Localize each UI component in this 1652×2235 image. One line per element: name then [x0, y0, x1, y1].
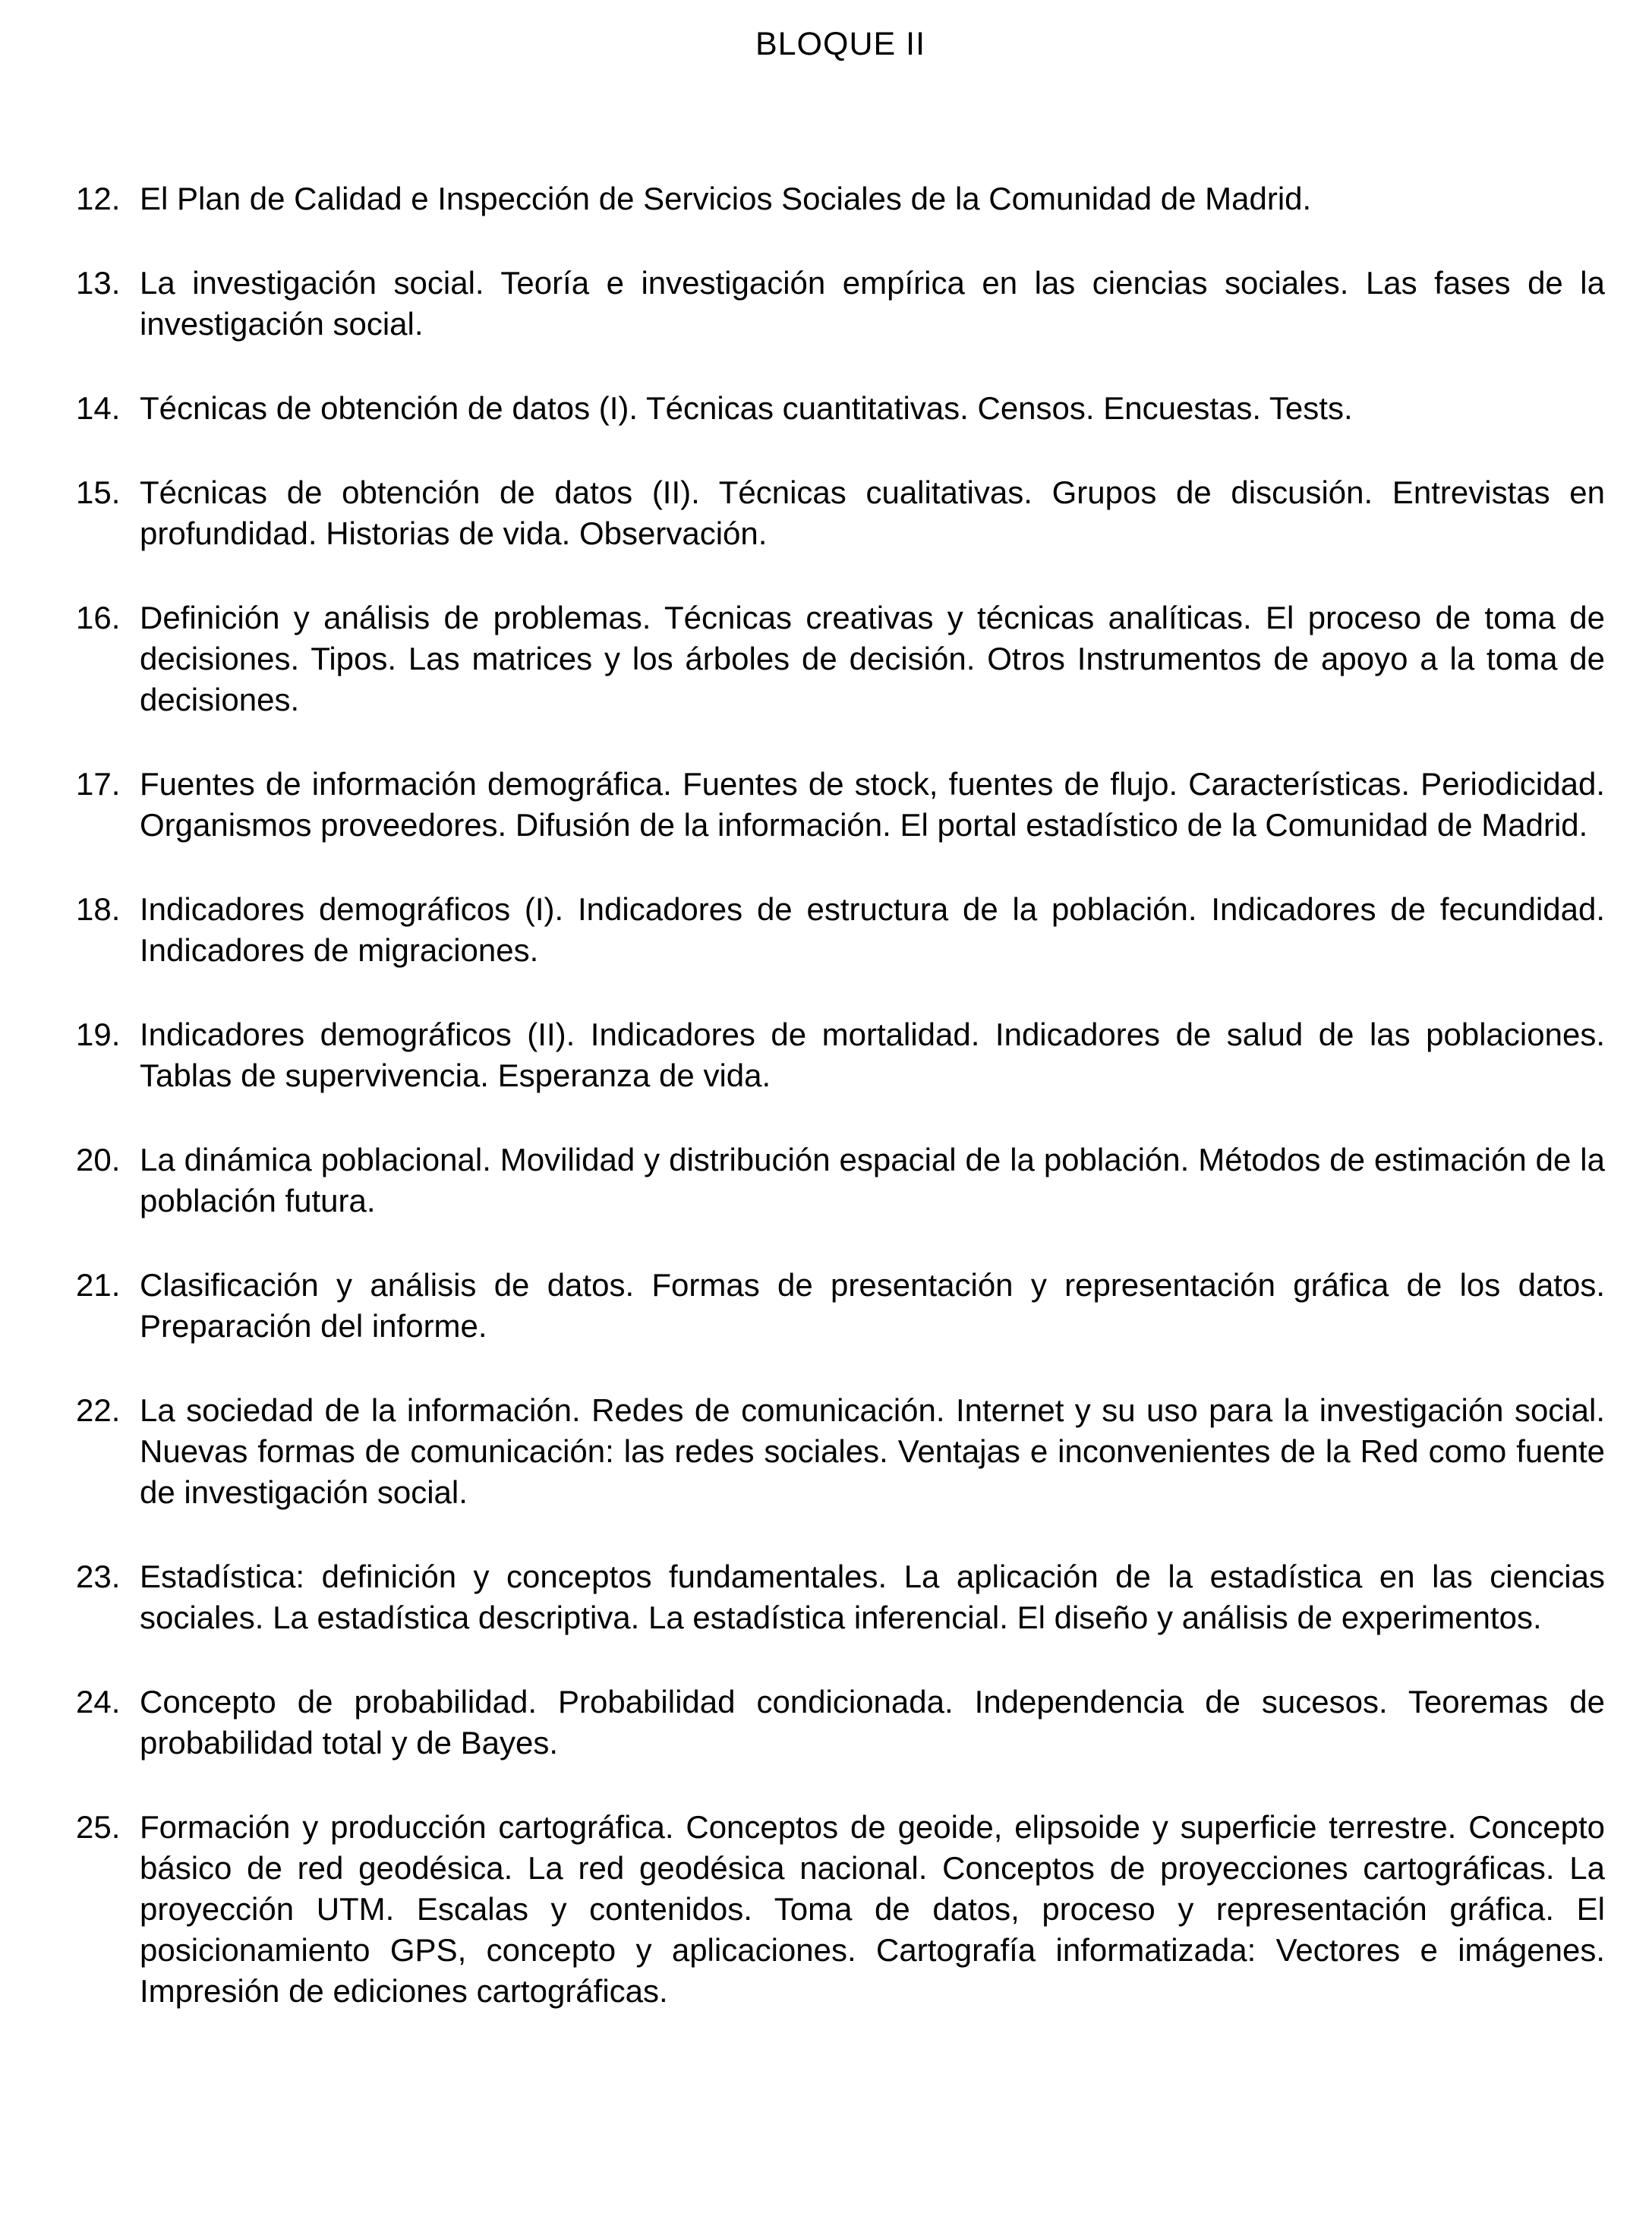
- item-number: 17.: [76, 766, 121, 802]
- item-text: Técnicas de obtención de datos (II). Técnicas cualitativas. Grupos de discusión. Entrevistas en profundidad. Historias de vida. Observación.: [140, 474, 1605, 551]
- topic-list: [76, 178, 1605, 2012]
- item-text: Indicadores demográficos (I). Indicadores de estructura de la población. Indicadores de fecundidad. Indicadores de migraciones.: [140, 891, 1605, 968]
- list-item: [76, 1140, 1605, 1222]
- item-text: La investigación social. Teoría e investigación empírica en las ciencias sociales. Las fases de la investigación social.: [140, 265, 1605, 342]
- item-text: Fuentes de información demográfica. Fuentes de stock, fuentes de flujo. Características. Periodicidad. Organismos proveedores. Difusión de la información. El portal estadístico de la Comunidad de Madrid.: [140, 766, 1605, 843]
- item-text: Estadística: definición y conceptos fundamentales. La aplicación de la estadística en las ciencias sociales. La estadística descriptiva. La estadística inferencial. El diseño y análisis de experimentos.: [140, 1559, 1605, 1635]
- item-number: 22.: [76, 1392, 121, 1428]
- item-number: 21.: [76, 1267, 121, 1303]
- list-item: [76, 889, 1605, 971]
- item-text: La sociedad de la información. Redes de comunicación. Internet y su uso para la investigación social. Nuevas formas de comunicación: las redes sociales. Ventajas e inconvenientes de la Red como fuente de investigación social.: [140, 1392, 1605, 1510]
- item-text: Concepto de probabilidad. Probabilidad condicionada. Independencia de sucesos. Teoremas de probabilidad total y de Bayes.: [140, 1684, 1605, 1761]
- item-number: 25.: [76, 1809, 121, 1845]
- item-text: La dinámica poblacional. Movilidad y distribución espacial de la población. Métodos de estimación de la población futura.: [140, 1142, 1605, 1218]
- item-number: 23.: [76, 1559, 121, 1594]
- item-number: 19.: [76, 1017, 121, 1052]
- list-item: [76, 472, 1605, 554]
- list-item: [76, 1556, 1605, 1638]
- list-item: [76, 1390, 1605, 1513]
- page-title: BLOQUE II: [755, 26, 926, 62]
- item-text: Indicadores demográficos (II). Indicadores de mortalidad. Indicadores de salud de las poblaciones. Tablas de supervivencia. Esperanza de vida.: [140, 1017, 1605, 1093]
- item-number: 15.: [76, 474, 121, 510]
- item-number: 13.: [76, 265, 121, 301]
- item-number: 12.: [76, 181, 121, 216]
- item-number: 24.: [76, 1684, 121, 1720]
- list-item: [76, 764, 1605, 846]
- item-text: Clasificación y análisis de datos. Formas de presentación y representación gráfica de los datos. Preparación del informe.: [140, 1267, 1605, 1344]
- list-item: [76, 178, 1605, 219]
- list-item: [76, 1014, 1605, 1096]
- item-text: Definición y análisis de problemas. Técnicas creativas y técnicas analíticas. El proceso de toma de decisiones. Tipos. Las matrices y los árboles de decisión. Otros Instrumentos de apoyo a la toma de decisiones.: [140, 600, 1605, 717]
- item-number: 14.: [76, 390, 121, 426]
- item-text: El Plan de Calidad e Inspección de Servicios Sociales de la Comunidad de Madrid.: [140, 181, 1312, 216]
- item-text: Técnicas de obtención de datos (I). Técnicas cuantitativas. Censos. Encuestas. Tests.: [140, 390, 1353, 426]
- list-item: [76, 1807, 1605, 2012]
- item-number: 18.: [76, 891, 121, 927]
- item-number: 20.: [76, 1142, 121, 1177]
- list-item: [76, 597, 1605, 720]
- list-item: [76, 1265, 1605, 1347]
- item-text: Formación y producción cartográfica. Conceptos de geoide, elipsoide y superficie terrestre. Concepto básico de red geodésica. La red geodésica nacional. Conceptos de proyecciones cartográficas. La proyección UTM. Escalas y contenidos. Toma de datos, proceso y representación gráfica. El posicionamiento GPS, concepto y aplicaciones. Cartografía informatizada: Vectores e imágenes. Impresión de ediciones cartográficas.: [140, 1809, 1605, 2009]
- list-item: [76, 388, 1605, 429]
- list-item: [76, 263, 1605, 345]
- list-item: [76, 1682, 1605, 1764]
- item-number: 16.: [76, 600, 121, 635]
